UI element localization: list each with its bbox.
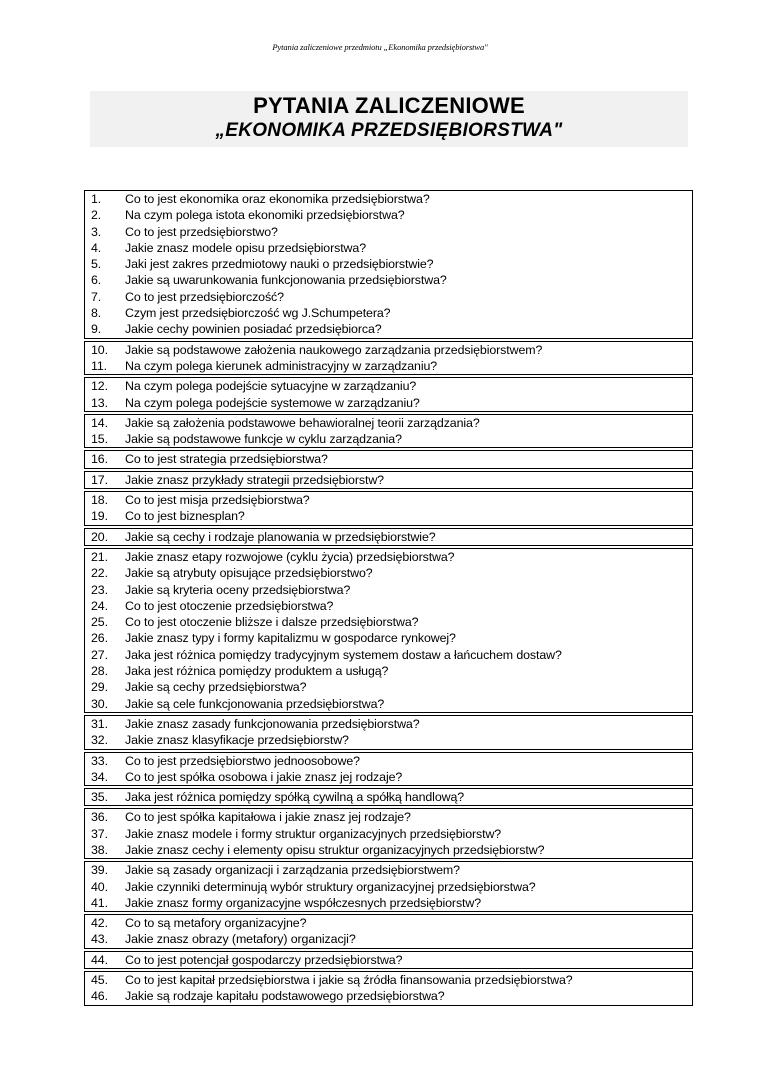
- question-item: [85, 565, 692, 581]
- question-number: 13.: [91, 395, 108, 410]
- question-text: Jakie znasz typy i formy kapitalizmu w gospodarce rynkowej?: [125, 631, 456, 646]
- question-number: 34.: [91, 769, 108, 784]
- question-item: [85, 753, 692, 769]
- question-item: [85, 305, 692, 321]
- question-number: 2.: [91, 208, 102, 223]
- question-text: Jakie znasz klasyfikacje przedsiębiorstw?: [125, 733, 349, 748]
- question-group: [84, 951, 693, 969]
- question-item: [85, 915, 692, 931]
- question-number: 41.: [91, 895, 108, 910]
- question-number: 4.: [91, 240, 102, 255]
- question-number: 45.: [91, 973, 108, 988]
- question-text: Jakie są kryteria oceny przedsiębiorstwa?: [125, 582, 351, 597]
- page-title: PYTANIA ZALICZENIOWE: [253, 93, 525, 118]
- question-number: 6.: [91, 273, 102, 288]
- question-item: [85, 472, 692, 488]
- question-item: [85, 879, 692, 895]
- question-number: 5.: [91, 257, 102, 272]
- question-item: [85, 663, 692, 679]
- question-number: 26.: [91, 631, 108, 646]
- question-item: [85, 972, 692, 988]
- question-text: Jaka jest różnica pomiędzy tradycyjnym systemem dostaw a łańcuchem dostaw?: [125, 647, 562, 662]
- question-number: 42.: [91, 916, 108, 931]
- question-text: Co to jest przedsiębiorstwo jednoosobowe?: [125, 753, 360, 768]
- question-text: Jaki jest zakres przedmiotowy nauki o przedsiębiorstwie?: [125, 257, 434, 272]
- question-group: [84, 752, 693, 787]
- question-number: 30.: [91, 696, 108, 711]
- page-subtitle: „EKONOMIKA PRZEDSIĘBIORSTWA": [215, 120, 563, 141]
- question-group: [84, 548, 693, 713]
- question-item: [85, 769, 692, 785]
- question-number: 3.: [91, 224, 102, 239]
- question-item: [85, 256, 692, 272]
- question-number: 22.: [91, 566, 108, 581]
- question-item: [85, 272, 692, 288]
- question-item: [85, 988, 692, 1004]
- question-item: [85, 342, 692, 358]
- question-text: Jakie są uwarunkowania funkcjonowania przedsiębiorstwa?: [125, 273, 447, 288]
- question-text: Jakie są założenia podstawowe behawioralnej teorii zarządzania?: [125, 415, 480, 430]
- question-number: 46.: [91, 989, 108, 1004]
- question-item: [85, 289, 692, 305]
- question-text: Jakie znasz przykłady strategii przedsiębiorstw?: [125, 472, 384, 487]
- question-text: Jakie cechy powinien posiadać przedsiębiorca?: [125, 322, 382, 337]
- question-item: [85, 679, 692, 695]
- question-text: Jakie znasz cechy i elementy opisu struktur organizacyjnych przedsiębiorstw?: [125, 842, 545, 857]
- question-item: [85, 614, 692, 630]
- question-text: Na czym polega podejście sytuacyjne w zarządzaniu?: [125, 379, 417, 394]
- question-group: [84, 450, 693, 468]
- question-text: Co to jest strategia przedsiębiorstwa?: [125, 452, 328, 467]
- question-number: 40.: [91, 879, 108, 894]
- question-group: [84, 414, 693, 449]
- question-number: 1.: [91, 192, 102, 206]
- question-text: Jakie są cele funkcjonowania przedsiębiorstwa?: [125, 696, 385, 711]
- question-item: [85, 862, 692, 878]
- question-text: Czym jest przedsiębiorczość wg J.Schumpetera?: [125, 306, 391, 321]
- question-number: 29.: [91, 680, 108, 695]
- question-number: 24.: [91, 598, 108, 613]
- question-group: [84, 491, 693, 526]
- question-item: [85, 191, 692, 207]
- question-group: [84, 861, 693, 912]
- question-text: Jakie znasz obrazy (metafory) organizacji?: [125, 932, 356, 947]
- question-text: Co to jest spółka kapitałowa i jakie znasz jej rodzaje?: [125, 810, 411, 825]
- question-text: Co to jest ekonomika oraz ekonomika przedsiębiorstwa?: [125, 192, 430, 206]
- question-item: [85, 451, 692, 467]
- question-group: [84, 788, 693, 806]
- question-item: [85, 789, 692, 805]
- question-text: Jaka jest różnica pomiędzy produktem a usługą?: [125, 664, 389, 679]
- running-header: Pytania zaliczeniowe przedmiotu „Ekonomika przedsiębiorstwa": [272, 42, 488, 52]
- question-item: [85, 395, 692, 411]
- question-number: 39.: [91, 863, 108, 878]
- question-text: Jakie są atrybuty opisujące przedsiębiorstwo?: [125, 566, 373, 581]
- question-item: [85, 240, 692, 256]
- question-number: 31.: [91, 716, 108, 731]
- question-text: Jakie są podstawowe funkcje w cyklu zarządzania?: [125, 432, 402, 447]
- question-number: 44.: [91, 952, 108, 967]
- question-number: 23.: [91, 582, 108, 597]
- question-text: Co to jest misja przedsiębiorstwa?: [125, 493, 310, 508]
- question-number: 35.: [91, 790, 108, 805]
- question-item: [85, 492, 692, 508]
- question-number: 33.: [91, 753, 108, 768]
- question-item: [85, 598, 692, 614]
- question-text: Co to jest potencjał gospodarczy przedsiębiorstwa?: [125, 952, 403, 967]
- question-item: [85, 732, 692, 748]
- question-group: [84, 471, 693, 489]
- question-number: 19.: [91, 509, 108, 524]
- question-item: [85, 549, 692, 565]
- question-item: [85, 224, 692, 240]
- question-group: [84, 341, 693, 376]
- question-number: 25.: [91, 615, 108, 630]
- question-item: [85, 716, 692, 732]
- question-text: Co to jest kapitał przedsiębiorstwa i jakie są źródła finansowania przedsiębiorstwa?: [125, 973, 573, 988]
- question-text: Jakie znasz etapy rozwojowe (cyklu życia) przedsiębiorstwa?: [125, 549, 455, 564]
- question-number: 14.: [91, 415, 108, 430]
- question-item: [85, 630, 692, 646]
- question-text: Co to są metafory organizacyjne?: [125, 916, 307, 931]
- question-number: 27.: [91, 647, 108, 662]
- question-number: 15.: [91, 432, 108, 447]
- question-number: 10.: [91, 342, 108, 357]
- question-text: Co to jest spółka osobowa i jakie znasz jej rodzaje?: [125, 769, 403, 784]
- question-number: 28.: [91, 664, 108, 679]
- question-number: 18.: [91, 493, 108, 508]
- question-text: Co to jest otoczenie bliższe i dalsze przedsiębiorstwa?: [125, 615, 419, 630]
- question-item: [85, 508, 692, 524]
- question-text: Na czym polega podejście systemowe w zarządzaniu?: [125, 395, 420, 410]
- question-text: Co to jest otoczenie przedsiębiorstwa?: [125, 598, 334, 613]
- question-number: 21.: [91, 549, 108, 564]
- question-text: Jakie są cechy przedsiębiorstwa?: [125, 680, 307, 695]
- question-item: [85, 378, 692, 394]
- question-text: Jakie są zasady organizacji i zarządzania przedsiębiorstwem?: [125, 863, 460, 878]
- question-group: [84, 377, 693, 412]
- question-number: 43.: [91, 932, 108, 947]
- question-group: [84, 528, 693, 546]
- question-text: Na czym polega kierunek administracyjny w zarządzaniu?: [125, 358, 438, 373]
- question-number: 8.: [91, 306, 102, 321]
- question-text: Co to jest przedsiębiorczość?: [125, 289, 284, 304]
- question-number: 37.: [91, 826, 108, 841]
- question-text: Jakie czynniki determinują wybór struktury organizacyjnej przedsiębiorstwa?: [125, 879, 536, 894]
- question-item: [85, 826, 692, 842]
- question-item: [85, 952, 692, 968]
- question-text: Jakie są cechy i rodzaje planowania w przedsiębiorstwie?: [125, 529, 436, 544]
- question-item: [85, 431, 692, 447]
- question-item: [85, 529, 692, 545]
- question-text: Jakie znasz formy organizacyjne współczesnych przedsiębiorstw?: [125, 895, 482, 910]
- question-text: Jakie są podstawowe założenia naukowego zarządzania przedsiębiorstwem?: [125, 342, 543, 357]
- question-text: Jakie znasz zasady funkcjonowania przedsiębiorstwa?: [125, 716, 420, 731]
- question-number: 12.: [91, 379, 108, 394]
- question-item: [85, 321, 692, 337]
- question-text: Jakie znasz modele opisu przedsiębiorstwa?: [125, 240, 366, 255]
- question-item: [85, 931, 692, 947]
- title-box: [90, 91, 688, 147]
- question-item: [85, 415, 692, 431]
- question-item: [85, 358, 692, 374]
- question-group: [84, 971, 693, 1006]
- question-group: [84, 914, 693, 949]
- question-number: 7.: [91, 289, 102, 304]
- question-text: Jakie znasz modele i formy struktur organizacyjnych przedsiębiorstw?: [125, 826, 502, 841]
- question-group: [84, 715, 693, 750]
- question-text: Co to jest biznesplan?: [125, 509, 245, 524]
- question-number: 17.: [91, 472, 108, 487]
- question-group: [84, 190, 693, 339]
- question-item: [85, 207, 692, 223]
- question-item: [85, 895, 692, 911]
- question-number: 16.: [91, 452, 108, 467]
- question-number: 36.: [91, 810, 108, 825]
- question-number: 38.: [91, 842, 108, 857]
- question-item: [85, 582, 692, 598]
- question-item: [85, 809, 692, 825]
- question-list: [84, 190, 693, 1008]
- question-text: Jakie są rodzaje kapitału podstawowego przedsiębiorstwa?: [125, 989, 445, 1004]
- question-group: [84, 808, 693, 859]
- question-number: 11.: [91, 358, 108, 373]
- question-number: 20.: [91, 529, 108, 544]
- question-number: 9.: [91, 322, 102, 337]
- question-item: [85, 696, 692, 712]
- question-text: Co to jest przedsiębiorstwo?: [125, 224, 278, 239]
- question-text: Jaka jest różnica pomiędzy spółką cywilną a spółką handlową?: [125, 790, 465, 805]
- question-text: Na czym polega istota ekonomiki przedsiębiorstwa?: [125, 208, 405, 223]
- question-item: [85, 647, 692, 663]
- question-number: 32.: [91, 733, 108, 748]
- question-item: [85, 842, 692, 858]
